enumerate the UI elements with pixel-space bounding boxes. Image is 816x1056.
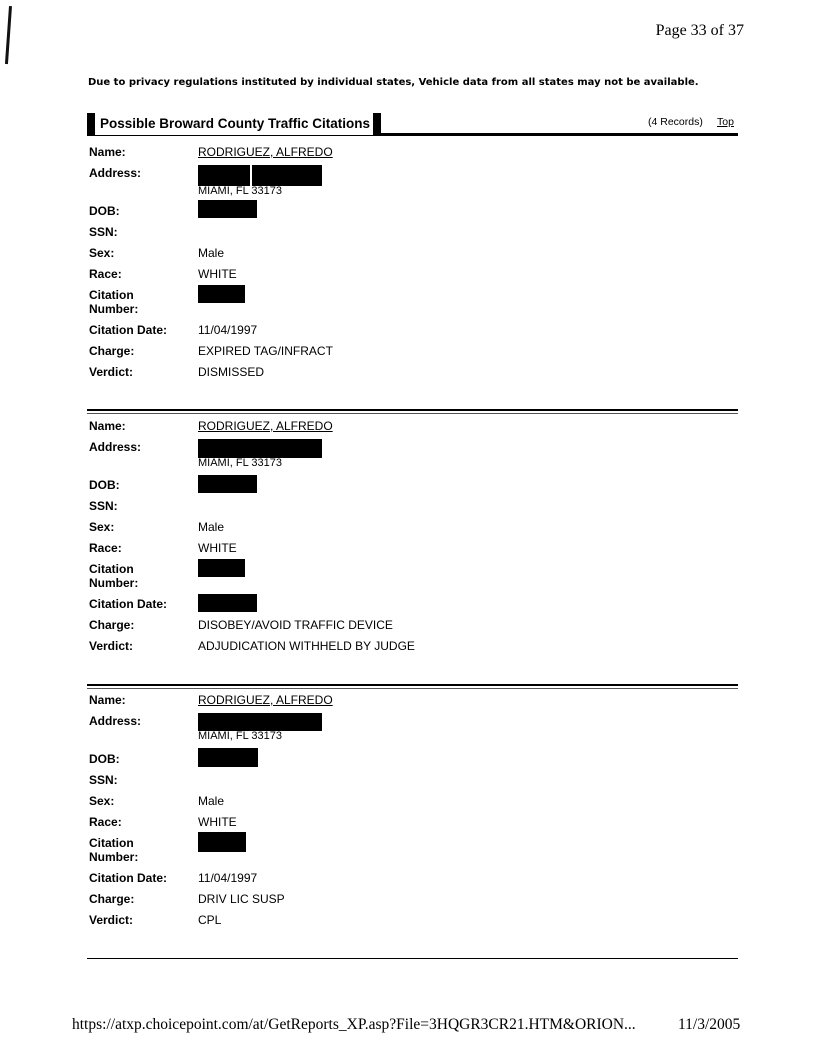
redacted-block bbox=[198, 748, 258, 767]
sex-value: Male bbox=[198, 520, 225, 534]
ssn-label: SSN: bbox=[89, 225, 118, 239]
address-label: Address: bbox=[89, 440, 142, 454]
citation-number-label-line1: Citation bbox=[89, 288, 134, 302]
citation-number-label-line2: Number: bbox=[89, 576, 139, 590]
charge-label: Charge: bbox=[89, 892, 135, 906]
privacy-notice: Due to privacy regulations instituted by individual states, Vehicle data from all states may not be available. bbox=[88, 77, 699, 88]
citation-number-label-line2: Number: bbox=[89, 302, 139, 316]
verdict-label: Verdict: bbox=[89, 913, 134, 927]
charge-value: DRIV LIC SUSP bbox=[198, 892, 285, 906]
citation-date-value: 11/04/1997 bbox=[198, 871, 258, 885]
person-name-link[interactable]: RODRIGUEZ, ALFREDO bbox=[198, 693, 333, 707]
person-name-link[interactable]: RODRIGUEZ, ALFREDO bbox=[198, 419, 333, 433]
person-name-link[interactable]: RODRIGUEZ, ALFREDO bbox=[198, 145, 333, 159]
verdict-value: DISMISSED bbox=[198, 365, 265, 379]
verdict-label: Verdict: bbox=[89, 365, 134, 379]
race-value: WHITE bbox=[198, 815, 237, 829]
top-link[interactable]: Top bbox=[717, 116, 734, 128]
sex-label: Sex: bbox=[89, 520, 115, 534]
ssn-label: SSN: bbox=[89, 499, 118, 513]
dob-label: DOB: bbox=[89, 204, 120, 218]
name-label: Name: bbox=[89, 693, 126, 707]
redacted-block bbox=[198, 832, 246, 852]
dob-label: DOB: bbox=[89, 752, 120, 766]
race-value: WHITE bbox=[198, 541, 237, 555]
race-label: Race: bbox=[89, 815, 122, 829]
name-label: Name: bbox=[89, 419, 126, 433]
citation-number-label-line1: Citation bbox=[89, 836, 134, 850]
footer-date: 11/3/2005 bbox=[678, 1016, 741, 1033]
sex-value: Male bbox=[198, 794, 225, 808]
charge-value: EXPIRED TAG/INFRACT bbox=[198, 344, 333, 358]
redacted-block bbox=[198, 200, 257, 218]
section-title: Possible Broward County Traffic Citations bbox=[87, 113, 381, 135]
section-header bbox=[87, 113, 738, 135]
redacted-block bbox=[252, 165, 322, 186]
footer-url: https://atxp.choicepoint.com/at/GetReports_XP.asp?File=3HQGR3CR21.HTM&ORION... bbox=[72, 1016, 636, 1033]
records-count: (4 Records) bbox=[648, 116, 703, 128]
charge-label: Charge: bbox=[89, 344, 135, 358]
ssn-label: SSN: bbox=[89, 773, 118, 787]
race-label: Race: bbox=[89, 541, 122, 555]
dob-label: DOB: bbox=[89, 478, 120, 492]
sex-value: Male bbox=[198, 246, 225, 260]
redacted-block bbox=[198, 559, 245, 577]
sex-label: Sex: bbox=[89, 794, 115, 808]
redacted-block bbox=[198, 285, 245, 303]
race-value: WHITE bbox=[198, 267, 237, 281]
sex-label: Sex: bbox=[89, 246, 115, 260]
address-label: Address: bbox=[89, 714, 142, 728]
citation-number-label-line2: Number: bbox=[89, 850, 139, 864]
verdict-value: ADJUDICATION WITHHELD BY JUDGE bbox=[198, 639, 415, 653]
verdict-value: CPL bbox=[198, 913, 222, 927]
address-city: MIAMI, FL 33173 bbox=[198, 457, 282, 469]
page-number: Page 33 of 37 bbox=[655, 22, 744, 39]
redacted-block bbox=[198, 594, 257, 612]
citation-date-label: Citation Date: bbox=[89, 597, 167, 611]
citation-date-label: Citation Date: bbox=[89, 323, 167, 337]
address-city: MIAMI, FL 33173 bbox=[198, 185, 282, 197]
charge-value: DISOBEY/AVOID TRAFFIC DEVICE bbox=[198, 618, 393, 632]
scan-margin-mark bbox=[5, 6, 12, 64]
redacted-block bbox=[198, 713, 322, 731]
citation-date-label: Citation Date: bbox=[89, 871, 167, 885]
redacted-block bbox=[198, 439, 322, 458]
verdict-label: Verdict: bbox=[89, 639, 134, 653]
charge-label: Charge: bbox=[89, 618, 135, 632]
bottom-rule bbox=[87, 958, 738, 959]
race-label: Race: bbox=[89, 267, 122, 281]
name-label: Name: bbox=[89, 145, 126, 159]
citation-number-label-line1: Citation bbox=[89, 562, 134, 576]
citation-date-value: 11/04/1997 bbox=[198, 323, 258, 337]
address-label: Address: bbox=[89, 166, 142, 180]
redacted-block bbox=[198, 165, 250, 186]
redacted-block bbox=[198, 475, 257, 493]
address-city: MIAMI, FL 33173 bbox=[198, 730, 282, 742]
